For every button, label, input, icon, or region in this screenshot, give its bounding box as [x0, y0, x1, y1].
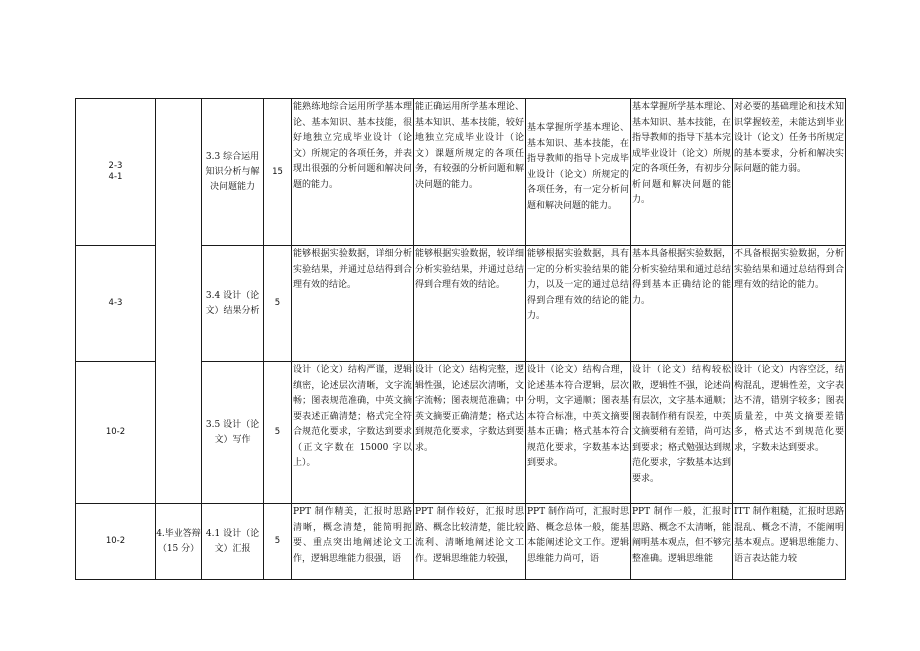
- level-good-cell: [414, 99, 526, 246]
- indicator-code: 10-2: [105, 427, 126, 437]
- level-pass-text: PPT 制作一般，汇报时思路、概念不太清晰，能阐明基本观点，但不够完整准确。逻辑思维能: [632, 507, 732, 564]
- level-fail-cell: [733, 362, 846, 504]
- indicator-code: 10-2: [105, 536, 126, 546]
- item-cell: [202, 99, 264, 246]
- level-medium-cell: [526, 504, 631, 580]
- level-fail-text: ITT 制作粗糙，汇报时思路混乱、概念不清，不能阐明基本观点。逻辑思维能力、语言表达能力较: [734, 507, 844, 564]
- indicator-code: 4-3: [108, 298, 123, 308]
- item-name: 4.1 设计（论文）汇报: [205, 528, 260, 554]
- indicator-code-cell: [76, 99, 156, 246]
- level-excellent-text: 设计（论文）结构严谨，逻辑缜密，论述层次清晰，文字流畅；图表规范准确，中英文摘要表述正确清楚；格式完全符合规范化要求，字数达到要求（正文字数在 15000 字以上）。: [293, 365, 412, 468]
- item-cell: [202, 362, 264, 504]
- level-good-cell: [414, 362, 526, 504]
- level-pass-cell: [631, 504, 733, 580]
- score-cell: [264, 99, 292, 246]
- indicator-code: 2-3 4-1: [108, 161, 123, 182]
- table-row: [76, 99, 846, 246]
- score-value: 5: [274, 298, 281, 308]
- item-name: 3.3 综合运用知识分析与解决问题能力: [205, 151, 260, 192]
- indicator-code-cell: [76, 246, 156, 362]
- level-fail-cell: [733, 246, 846, 362]
- level-good-text: PPT 制作较好，汇报时思路、概念比较清楚，能比较流利、清晰地阐述论文工作。逻辑思维能力较强，: [415, 507, 524, 564]
- score-value: 5: [274, 536, 281, 546]
- level-fail-text: 不具备根据实验数据，分析实验结果和通过总结得到合理有效的结论的能力。: [734, 249, 844, 290]
- level-pass-text: 基本掌握所学基本理论、基本知识、基本技能，在指导教师的指导下基本完成毕业设计（论文）所规定的各项任务，有初步分析问题和解决问题的能力。: [632, 102, 732, 205]
- level-good-cell: [414, 504, 526, 580]
- level-good-text: 能够根据实验数据，较详细分析实验结果，并通过总结得到合理有效的结论。: [415, 249, 524, 290]
- level-pass-cell: [631, 99, 733, 246]
- indicator-code-cell: [76, 362, 156, 504]
- level-fail-cell: [733, 504, 846, 580]
- level-excellent-text: PPT 制作精美，汇报时思路清晰，概念清楚，能简明扼要、重点突出地阐述论文工作，逻辑思维能力很强，语: [293, 507, 412, 564]
- score-value: 15: [272, 166, 283, 177]
- level-excellent-cell: [292, 504, 414, 580]
- score-value: 5: [274, 427, 281, 437]
- level-excellent-cell: [292, 362, 414, 504]
- level-excellent-cell: [292, 99, 414, 246]
- grading-rubric-table: [75, 98, 846, 580]
- level-medium-cell: [526, 246, 631, 362]
- indicator-code-cell: [76, 504, 156, 580]
- item-cell: [202, 246, 264, 362]
- level-medium-cell: [526, 99, 631, 246]
- level-pass-text: 设计（论文）结构较松散，逻辑性不强，论述尚有层次，文字基本通顺；图表制作稍有误差，中英文摘要稍有差错，尚可达到要求；格式勉强达到规范化要求，字数基本达到要求。: [632, 365, 732, 484]
- item-name: 3.5 设计（论文）写作: [205, 419, 260, 445]
- table-row: [76, 504, 846, 580]
- level-pass-cell: [631, 246, 733, 362]
- level-good-text: 能正确运用所学基本理论、基本知识、基本技能，较好地独立完成毕业设计（论文）课题所规定的各项任务，有较强的分析问题和解决问题的能力。: [415, 102, 524, 190]
- level-medium-text: 设计（论文）结构合理，论述基本符合逻辑，层次分明，文字通顺；图表基本符合标准，中英文摘要基本正确；格式基本符合规范化要求，字数基本达到要求。: [527, 365, 629, 468]
- score-cell: [264, 246, 292, 362]
- category-cell: [156, 504, 202, 580]
- category-name: 4.毕业答辩（15 分）: [156, 528, 201, 554]
- level-pass-text: 基本具备根据实验数据，分析实验结果和通过总结得到基本正确结论的能力。: [632, 249, 732, 306]
- score-cell: [264, 504, 292, 580]
- level-excellent-text: 能熟练地综合运用所学基本理论、基本知识、基本技能，很好地独立完成毕业设计（论文）所规定的各项任务，并表现出很强的分析问题和解决问题的能力。: [293, 102, 412, 190]
- level-fail-cell: [733, 99, 846, 246]
- item-name: 3.4 设计（论文）结果分析: [205, 290, 260, 316]
- level-pass-cell: [631, 362, 733, 504]
- level-medium-text: 能够根据实验数据，具有一定的分析实验结果的能力，以及一定的通过总结得到合理有效的结论的能力。: [527, 249, 629, 321]
- level-excellent-text: 能够根据实验数据，详细分析实验结果，并通过总结得到合理有效的结论。: [293, 249, 412, 290]
- level-fail-text: 设计（论文）内容空泛，结构混乱，逻辑性差，文字表达不清，错别字较多；图表质量差，中英文摘要差错多，格式达不到规范化要求，字数未达到要求。: [734, 365, 844, 453]
- score-cell: [264, 362, 292, 504]
- level-excellent-cell: [292, 246, 414, 362]
- item-cell: [202, 504, 264, 580]
- level-good-text: 设计（论文）结构完整，逻辑性强，论述层次清晰，文字流畅；图表规范准确；中英文摘要正确清楚；格式达到规范化要求，字数达到要求。: [415, 365, 524, 453]
- level-medium-cell: [526, 362, 631, 504]
- level-medium-text: 基本掌握所学基本理论、基本知识、基本技能，在指导教师的指导卜完成毕业设计（论文）所规定的各项任务，有一定分析问题和解决问题的能力。: [527, 123, 629, 211]
- level-fail-text: 对必要的基础理论和技术知识掌握较差，未能达到毕业设计（论文）任务书所规定的基本要求，分析和解决实际问题的能力弱。: [734, 102, 844, 174]
- category-cell: [156, 99, 202, 504]
- level-good-cell: [414, 246, 526, 362]
- level-medium-text: PPT 制作尚可，汇报时思路、概念总体一般，能基本能阐述论文工作。逻辑思维能力尚可，语: [527, 507, 629, 564]
